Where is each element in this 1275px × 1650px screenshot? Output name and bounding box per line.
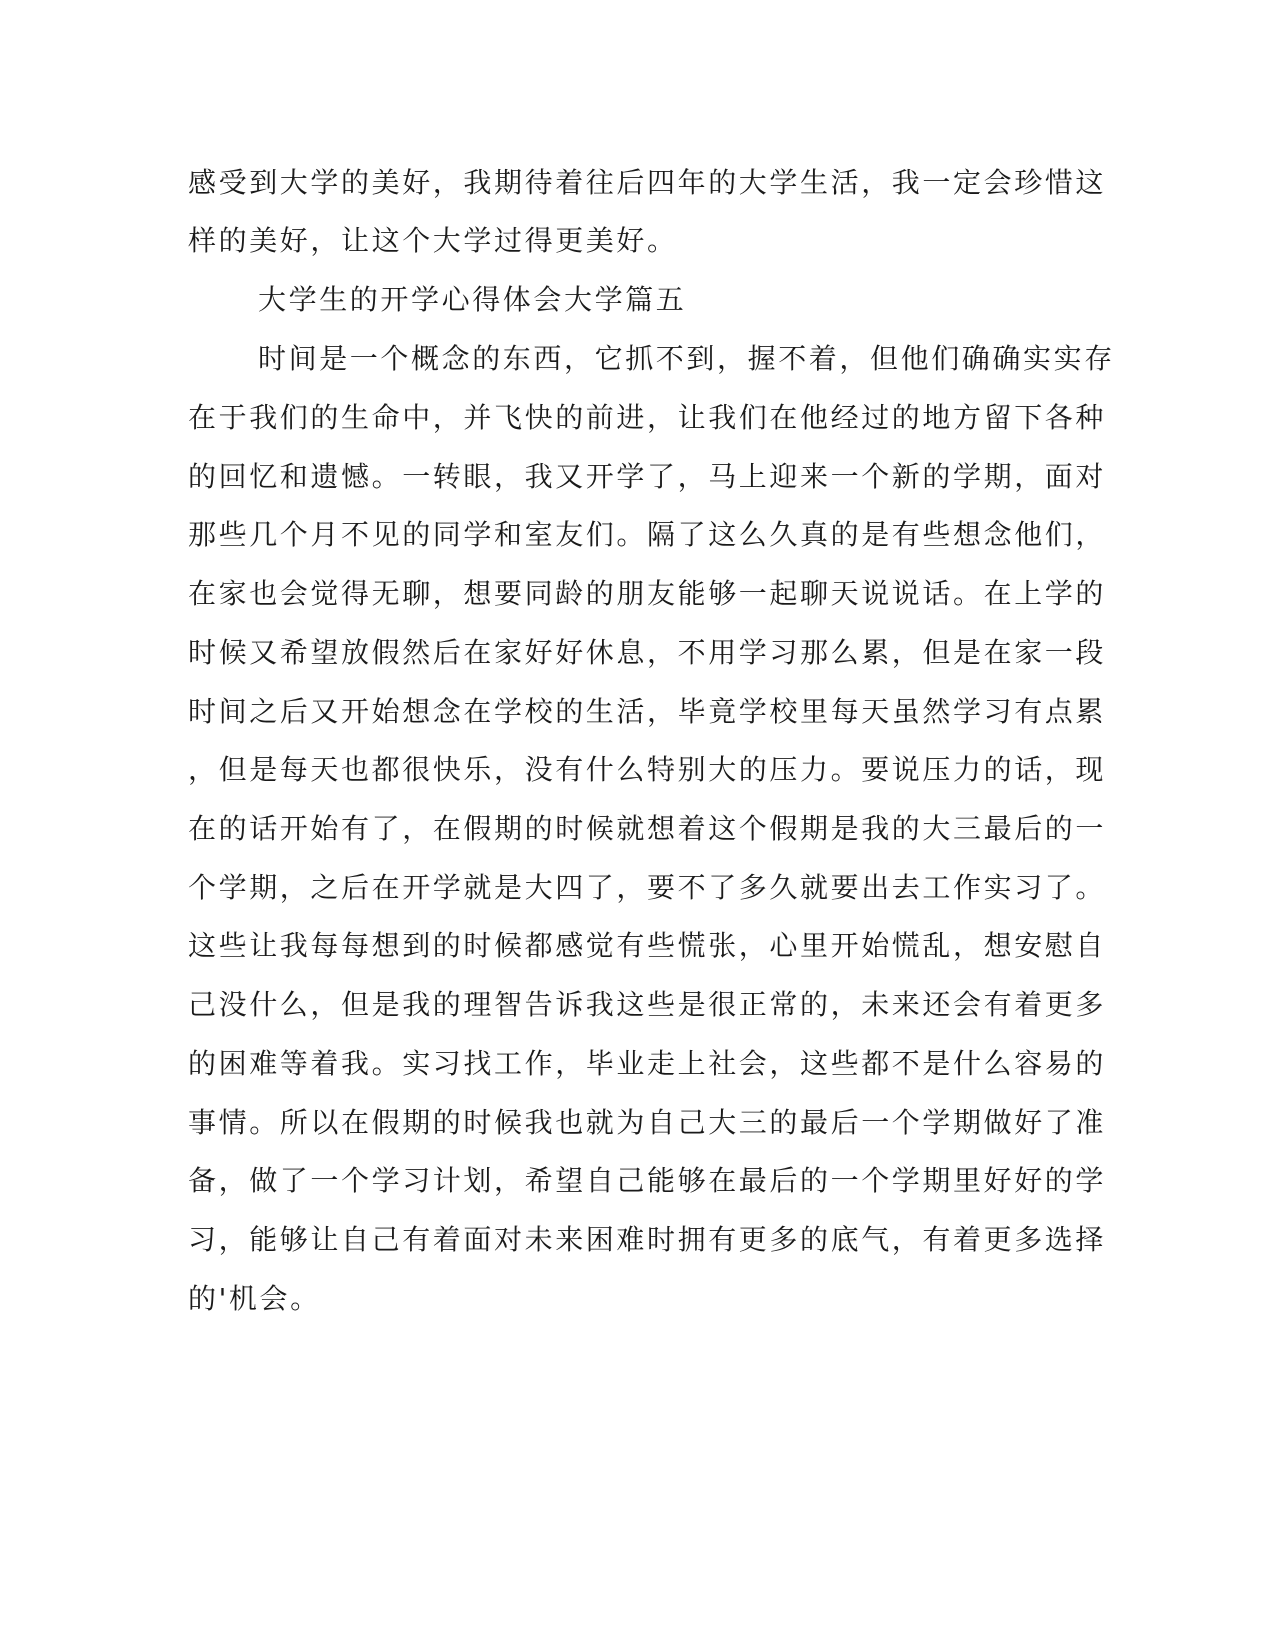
paragraph-line: 感受到大学的美好，我期待着往后四年的大学生活，我一定会珍惜这: [188, 166, 1107, 199]
paragraph-line: 时候又希望放假然后在家好好休息，不用学习那么累，但是在家一段: [188, 636, 1107, 669]
paragraph-line: 时间是一个概念的东西，它抓不到，握不着，但他们确确实实存: [258, 342, 1115, 375]
paragraph-line: 在的话开始有了，在假期的时候就想着这个假期是我的大三最后的一: [188, 812, 1107, 845]
paragraph-line: 习，能够让自己有着面对未来困难时拥有更多的底气，有着更多选择: [188, 1223, 1107, 1256]
paragraph-line: 的困难等着我。实习找工作，毕业走上社会，这些都不是什么容易的: [188, 1047, 1107, 1080]
paragraph-line: 的'机会。: [188, 1282, 321, 1315]
paragraph-line: 时间之后又开始想念在学校的生活，毕竟学校里每天虽然学习有点累: [188, 695, 1107, 728]
paragraph-line: 的回忆和遗憾。一转眼，我又开学了，马上迎来一个新的学期，面对: [188, 460, 1107, 493]
paragraph-line: 那些几个月不见的同学和室友们。隔了这么久真的是有些想念他们，: [188, 518, 1107, 551]
paragraph-line: 在家也会觉得无聊，想要同龄的朋友能够一起聊天说说话。在上学的: [188, 577, 1107, 610]
paragraph-line: 事情。所以在假期的时候我也就为自己大三的最后一个学期做好了准: [188, 1106, 1107, 1139]
paragraph-line: 样的美好，让这个大学过得更美好。: [188, 224, 678, 257]
paragraph-line: 备，做了一个学习计划，希望自己能够在最后的一个学期里好好的学: [188, 1164, 1107, 1197]
section-heading: 大学生的开学心得体会大学篇五: [258, 283, 687, 316]
paragraph-line: 己没什么，但是我的理智告诉我这些是很正常的，未来还会有着更多: [188, 988, 1107, 1021]
paragraph-line: 这些让我每每想到的时候都感觉有些慌张，心里开始慌乱，想安慰自: [188, 929, 1107, 962]
paragraph-line: ，但是每天也都很快乐，没有什么特别大的压力。要说压力的话，现: [188, 753, 1107, 786]
paragraph-line: 个学期，之后在开学就是大四了，要不了多久就要出去工作实习了。: [188, 871, 1107, 904]
paragraph-line: 在于我们的生命中，并飞快的前进，让我们在他经过的地方留下各种: [188, 401, 1107, 434]
